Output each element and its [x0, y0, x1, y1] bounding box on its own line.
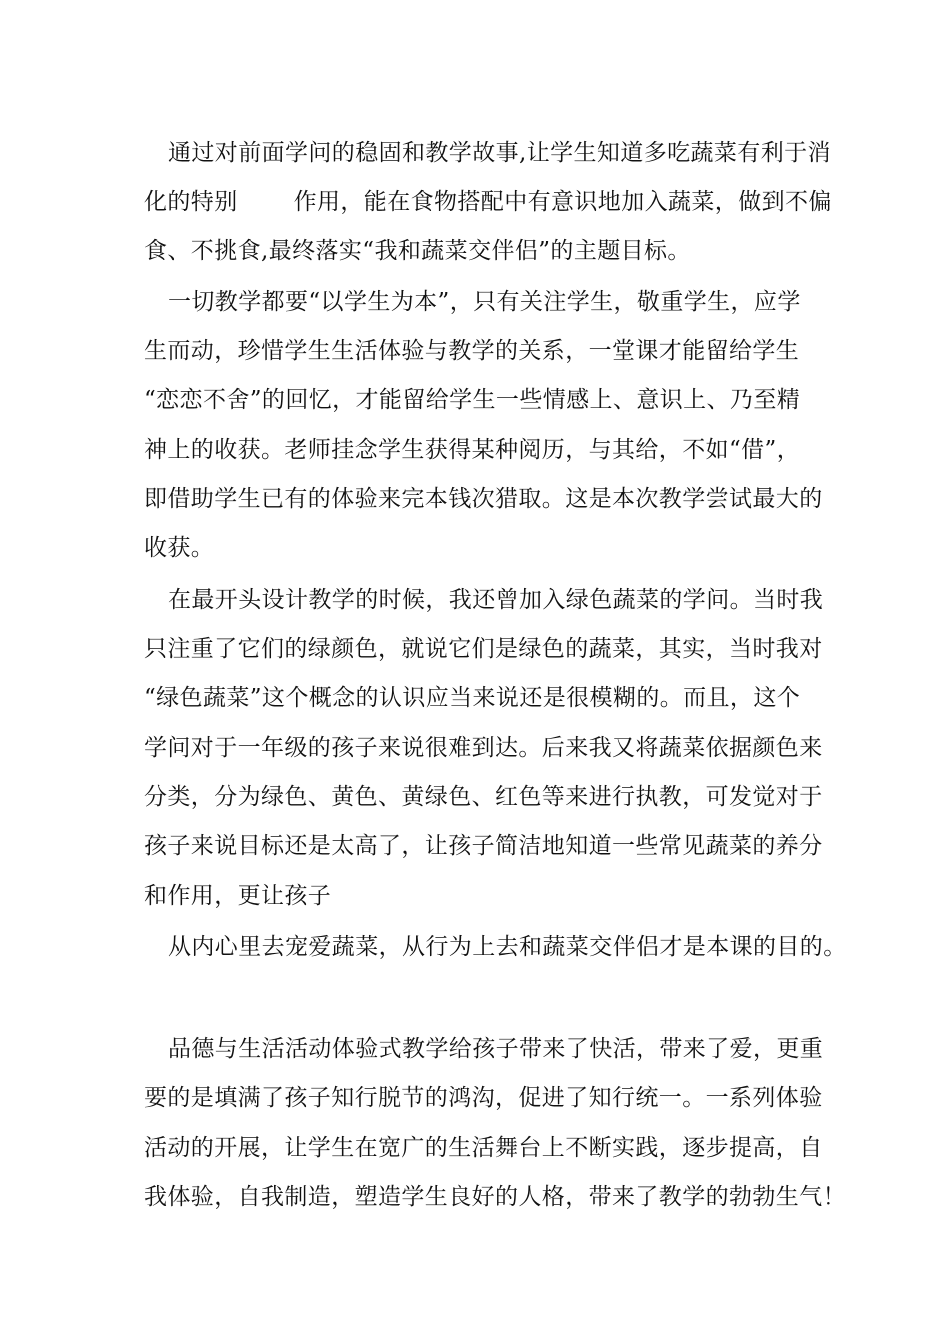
paragraph-3-line-4: 学问对于一年级的孩子来说很难到达。后来我又将蔬菜依据颜色来	[144, 735, 823, 761]
paragraph-1-line-3: 食、不挑食,最终落实“我和蔬菜交伴侣”的主题目标。	[144, 238, 691, 264]
paragraph-3-line-6: 孩子来说目标还是太高了，让孩子简洁地知道一些常见蔬菜的养分	[144, 833, 823, 859]
paragraph-5-line-2: 要的是填满了孩子知行脱节的鸿沟，促进了知行统一。一系列体验	[144, 1085, 823, 1111]
paragraph-3-line-2: 只注重了它们的绿颜色，就说它们是绿色的蔬菜，其实，当时我对	[144, 636, 823, 662]
paragraph-5-line-4: 我体验，自我制造，塑造学生良好的人格，带来了教学的勃勃生气！	[144, 1184, 846, 1210]
paragraph-2-line-3: “恋恋不舍”的回忆，才能留给学生一些情感上、意识上、乃至精	[144, 387, 801, 413]
paragraph-4-line-1: 从内心里去宠爱蔬菜，从行为上去和蔬菜交伴侣才是本课的目的。	[168, 934, 847, 960]
paragraph-1-line-1: 通过对前面学问的稳固和教学故事,让学生知道多吃蔬菜有利于消	[168, 140, 831, 166]
paragraph-2-line-1: 一切教学都要“以学生为本”，只有关注学生，敬重学生，应学	[168, 289, 801, 315]
paragraph-3-line-5: 分类，分为绿色、黄色、黄绿色、红色等来进行执教，可发觉对于	[144, 784, 823, 810]
paragraph-2-line-2: 生而动，珍惜学生生活体验与教学的关系，一堂课才能留给学生	[144, 338, 800, 364]
paragraph-2-line-4: 神上的收获。老师挂念学生获得某种阅历，与其给，不如“借”，	[144, 437, 801, 463]
paragraph-5-line-1: 品德与生活活动体验式教学给孩子带来了快活，带来了爱，更重	[168, 1036, 824, 1062]
paragraph-3-line-3: “绿色蔬菜”这个概念的认识应当来说还是很模糊的。而且，这个	[144, 685, 801, 711]
paragraph-3-line-7: 和作用，更让孩子	[144, 883, 332, 909]
paragraph-2-line-5: 即借助学生已有的体验来完本钱次猎取。这是本次教学尝试最大的	[144, 486, 823, 512]
paragraph-2-line-6: 收获。	[144, 535, 215, 561]
paragraph-5-line-3: 活动的开展，让学生在宽广的生活舞台上不断实践，逐步提高，自	[144, 1135, 823, 1161]
paragraph-3-line-1: 在最开头设计教学的时候，我还曾加入绿色蔬菜的学问。当时我	[168, 587, 824, 613]
paragraph-1-line-2-part-2: 作用，能在食物搭配中有意识地加入蔬菜，做到不偏	[293, 189, 832, 215]
paragraph-1-line-2	[144, 187, 832, 217]
paragraph-1-line-2-part-1: 化的特别	[144, 189, 238, 215]
